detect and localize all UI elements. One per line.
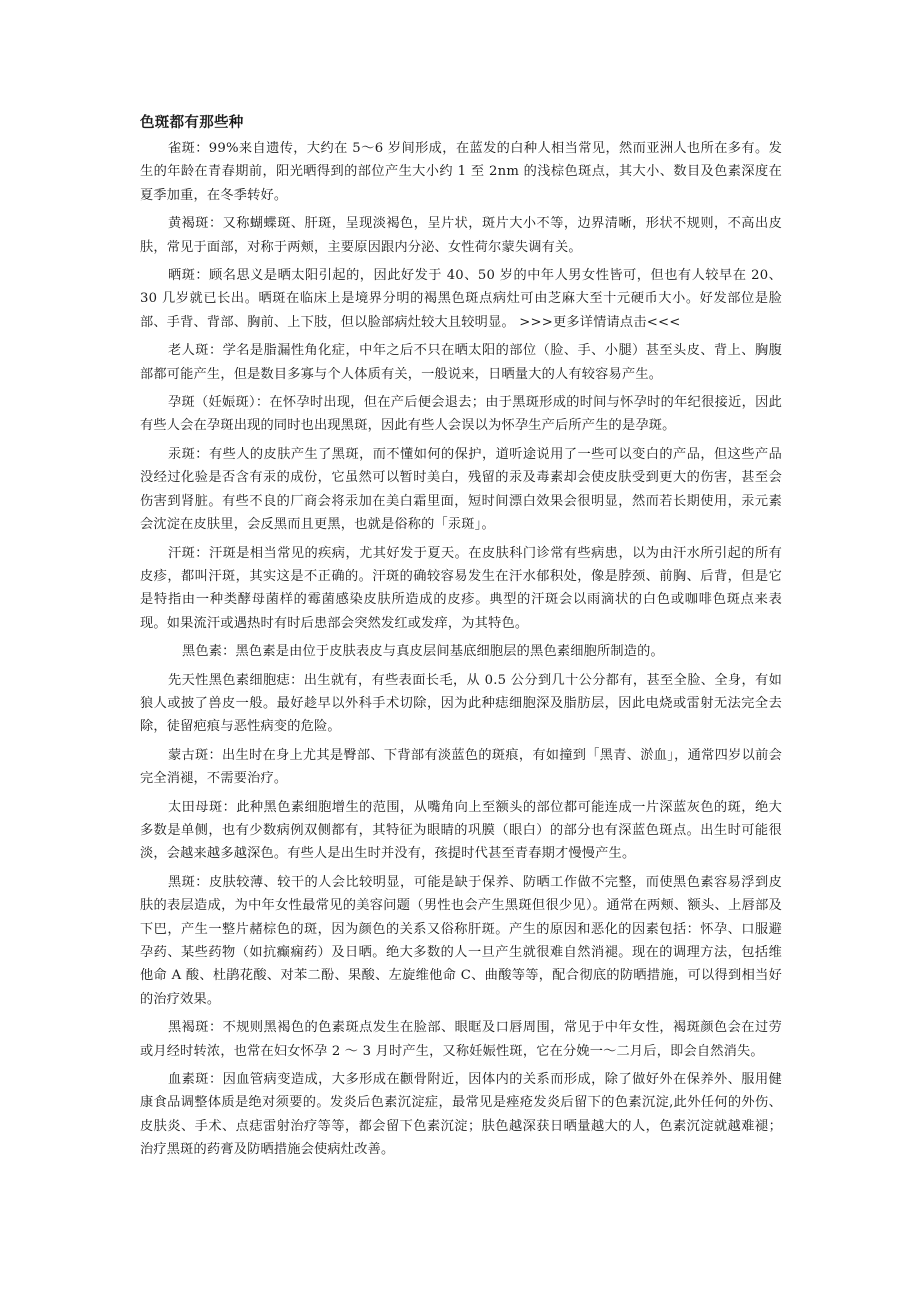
paragraph-mongolian-spot: 蒙古斑：出生时在身上尤其是臀部、下背部有淡蓝色的斑痕，有如撞到「黑青、淤血」，通常四岁以前会完全消褪，不需要治疗。 [140, 747, 782, 787]
paragraph-vascular-spots: 血素斑：因血管病变造成，大多形成在颧骨附近，因体内的关系而形成，除了做好外在保养外、服用健康食品调整体质是绝对须要的。发炎后色素沉淀症，最常见是痤疮发炎后留下的色素沉淀,此外任何的外伤、皮肤炎、手术、点痣雷射治疗等等，都会留下色素沉淀；肤色越深获日晒量越大的人，色素沉淀就越难褪；治疗黑斑的药膏及防晒措施会使病灶改善。 [140, 1072, 782, 1158]
paragraph-pregnancy-spots: 孕斑（妊娠斑）：在怀孕时出现，但在产后便会退去；由于黑斑形成的时间与怀孕时的年纪很接近，因此有些人会在孕斑出现的同时也出现黑斑，因此有些人会误以为怀孕生产后所产生的是孕斑。 [140, 395, 782, 434]
paragraph-dark-brown-spots: 黑褐斑：不规则黑褐色的色素斑点发生在脸部、眼眶及口唇周围，常见于中年女性，褐斑颜色会在过劳或月经时转浓，也常在妇女怀孕 2 ～ 3 月时产生，又称妊娠性斑，它在分娩一～二月后，即会自然消失。 [140, 1020, 782, 1059]
paragraph-melanin: 黑色素：黑色素是由位于皮肤表皮与真皮层间基底细胞层的黑色素细胞所制造的。 [182, 644, 664, 660]
paragraph-chloasma: 黄褐斑：又称蝴蝶斑、肝斑，呈现淡褐色，呈片状，斑片大小不等，边界清晰，形状不规则，不高出皮肤，常见于面部，对称于两颊，主要原因跟内分泌、女性荷尔蒙失调有关。 [140, 216, 782, 255]
paragraph-congenital-nevus: 先天性黑色素细胞痣：出生就有，有些表面长毛，从 0.5 公分到几十公分都有，甚至全脸、全身，有如狼人或披了兽皮一般。最好趁早以外科手术切除，因为此种痣细胞深及脂肪层，因此电烧或雷射无法完全去除，徒留疤痕与恶性病变的危险。 [140, 672, 782, 735]
paragraph-mercury-spots: 汞斑：有些人的皮肤产生了黑斑，而不懂如何的保护，道听途说用了一些可以变白的产品，但这些产品没经过化验是否含有汞的成份，它虽然可以暂时美白，残留的汞及毒素却会使皮肤受到更大的伤害，甚至会伤害到肾脏。有些不良的厂商会将汞加在美白霜里面，短时间漂白效果会很明显，然而若长期使用，汞元素会沈淀在皮肤里，会反黑而且更黑，也就是俗称的「汞斑」。 [140, 446, 782, 533]
paragraph-sunspots: 晒斑：顾名思义是晒太阳引起的，因此好发于 40、50 岁的中年人男女性皆可，但也有人较早在 20、30 几岁就已长出。晒斑在临床上是境界分明的褐黑色斑点病灶可由芝麻大至十元硬币大小。好发部位是脸部、手背、背部、胸前、上下肢，但以脸部病灶较大且较明显。 >>>更多详情请点击<<< [140, 268, 782, 330]
paragraph-age-spots: 老人斑：学名是脂漏性角化症，中年之后不只在晒太阳的部位（脸、手、小腿）甚至头皮、背上、胸腹部都可能产生，但是数目多寡与个人体质有关，一般说来，日晒量大的人有较容易产生。 [140, 343, 782, 382]
document-page [140, 112, 782, 1167]
paragraph-nevus-of-ota: 太田母斑：此种黑色素细胞增生的范围，从嘴角向上至额头的部位都可能连成一片深蓝灰色的斑，绝大多数是单侧，也有少数病例双侧都有，其特征为眼睛的巩膜（眼白）的部分也有深蓝色斑点。出生时可能很淡，会越来越多越深色。有些人是出生时并没有，孩提时代甚至青春期才慢慢产生。 [140, 799, 782, 862]
paragraph-freckles: 雀斑：99%来自遗传，大约在 5～6 岁间形成，在蓝发的白种人相当常见，然而亚洲人也所在多有。发生的年龄在青春期前，阳光晒得到的部位产生大小约 1 至 2nm 的浅棕色斑点，其大小、数目及色素深度在夏季加重，在冬季转好。 [140, 141, 782, 203]
document-title: 色斑都有那些种 [140, 115, 244, 131]
paragraph-melasma: 黑斑：皮肤较薄、较干的人会比较明显，可能是缺于保养、防晒工作做不完整，而使黑色素容易浮到皮肤的表层造成，为中年女性最常见的美容问题（男性也会产生黑斑但很少见）。通常在两颊、额头、上唇部及下巴，产生一整片赭棕色的斑，因为颜色的关系又俗称肝斑。产生的原因和恶化的因素包括：怀孕、口服避孕药、某些药物（如抗癫痫药）及日晒。绝大多数的人一旦产生就很难自然消褪。现在的调理方法，包括维他命 A 酸、杜鹃花酸、对苯二酚、果酸、左旋维他命 C、曲酸等等，配合彻底的防晒措施，可以得到相当好的治疗效果。 [140, 874, 782, 1007]
paragraph-tinea-versicolor: 汗斑：汗斑是相当常见的疾病，尤其好发于夏天。在皮肤科门诊常有些病患，以为由汗水所引起的所有皮疹，都叫汗斑，其实这是不正确的。汗斑的确较容易发生在汗水郁积处，像是脖颈、前胸、后背，但是它是特指由一种类酵母菌样的霉菌感染皮肤所造成的皮疹。典型的汗斑会以雨滴状的白色或咖啡色斑点来表现。如果流汗或遇热时有时后患部会突然发红或发痒，为其特色。 [140, 545, 782, 631]
